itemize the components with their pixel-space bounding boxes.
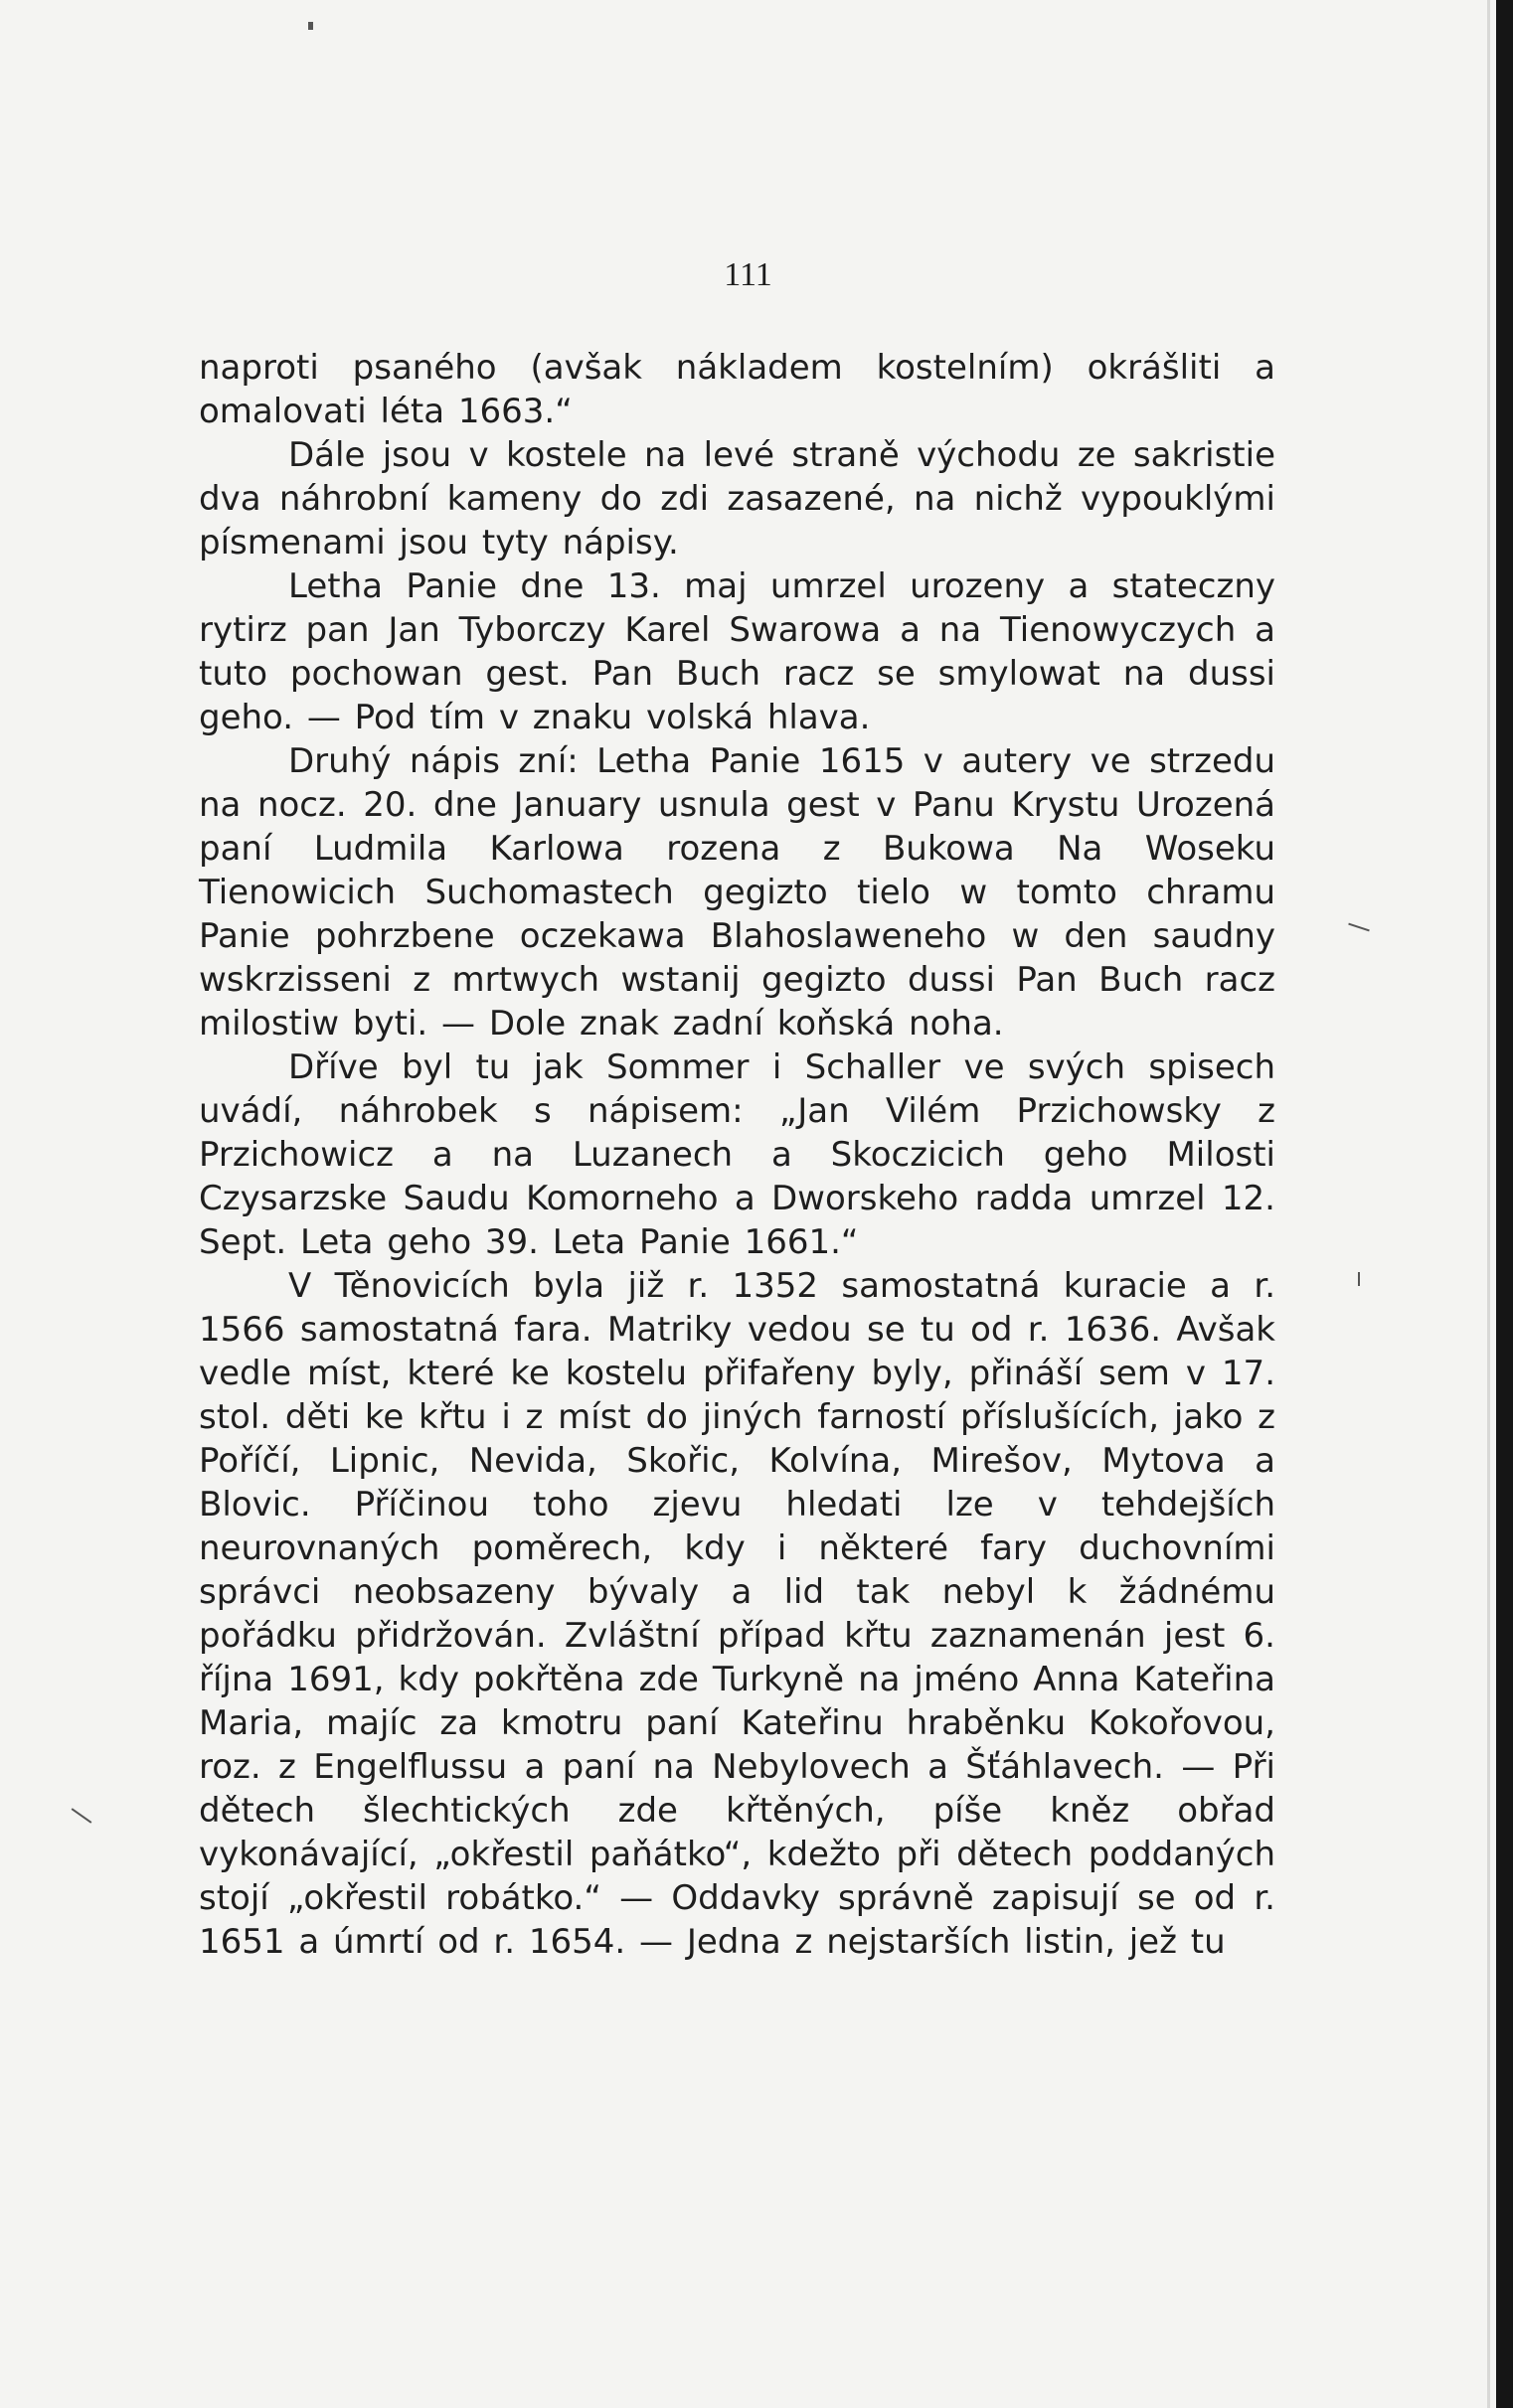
page-number: 111: [724, 256, 772, 293]
scan-mark: [72, 1808, 92, 1823]
paragraph-5: Dříve byl tu jak Sommer i Schaller ve svých spisech uvádí, náhrobek s nápisem: „Jan Vilém Przichowsky z Przichowicz a na Luzanech a Skoczicich geho Milosti Czysarzske Saudu Komorneho a Dworskeho radda umrzel 12. Sept. Leta geho 39. Leta Panie 1661.“: [199, 1047, 1275, 1262]
scan-edge: [1496, 0, 1513, 2408]
paragraph-3: Letha Panie dne 13. maj umrzel urozeny a stateczny rytirz pan Jan Tyborczy Karel Swarowa a na Tienowyczych a tuto pochowan gest. Pan Buch racz se smylowat na dussi geho. — Pod tím v znaku volská hlava.: [199, 566, 1275, 737]
scan-edge-line: [1487, 0, 1490, 2408]
paragraph-4: Druhý nápis zní: Letha Panie 1615 v autery ve strzedu na nocz. 20. dne January usnula gest v Panu Krystu Urozená paní Ludmila Karlowa rozena z Bukowa Na Woseku Tienowicich Suchomastech gegizto tielo w tomto chramu Panie pohrzbene oczekawa Blahoslaweneho w den saudny wskrzisseni z mrtwych wstanij gegizto dussi Pan Buch racz milostiw byti. — Dole znak zadní koňská noha.: [199, 741, 1275, 1043]
paragraph-2: Dále jsou v kostele na levé straně východu ze sakristie dva náhrobní kameny do zdi zasazené, na nichž vypouklými písmenami jsou tyty nápisy.: [199, 435, 1275, 562]
paragraph-6: V Těnovicích byla již r. 1352 samostatná kuracie a r. 1566 samostatná fara. Matriky vedou se tu od r. 1636. Avšak vedle míst, které ke kostelu přifařeny byly, přináší sem v 17. stol. děti ke křtu i z míst do jiných farností příslušících, jako z Poříčí, Lipnic, Nevida, Skořic, Kolvína, Mirešov, Mytova a Blovic. Příčinou toho zjevu hledati lze v tehdejších neurovnaných poměrech, kdy i některé fary duchovními správci neobsazeny bývaly a lid tak nebyl k žádnému pořádku přidržován. Zvláštní případ křtu zaznamenán jest 6. října 1691, kdy pokřtěna zde Turkyně na jméno Anna Kateřina Maria, majíc za kmotru paní Kateřinu hraběnku Kokořovou, roz. z Engelflussu a paní na Nebylovech a Šťáhlavech. — Při dětech šlechtických zde křtěných, píše kněz obřad vykonávající, „okřestil paňátko“, kdežto při dětech poddaných stojí „okřestil robátko.“ — Oddavky správně zapisují se od r. 1651 a úmrtí od r. 1654. — Jedna z nejstarších listin, jež tu: [199, 1266, 1275, 1962]
body-text: [199, 346, 1275, 1964]
scan-speck: [1358, 1272, 1360, 1286]
scan-mark: [1348, 923, 1370, 932]
paragraph-1: naproti psaného (avšak nákladem kostelním) okrášliti a omalovati léta 1663.“: [199, 348, 1275, 431]
scan-speck: [308, 22, 313, 30]
